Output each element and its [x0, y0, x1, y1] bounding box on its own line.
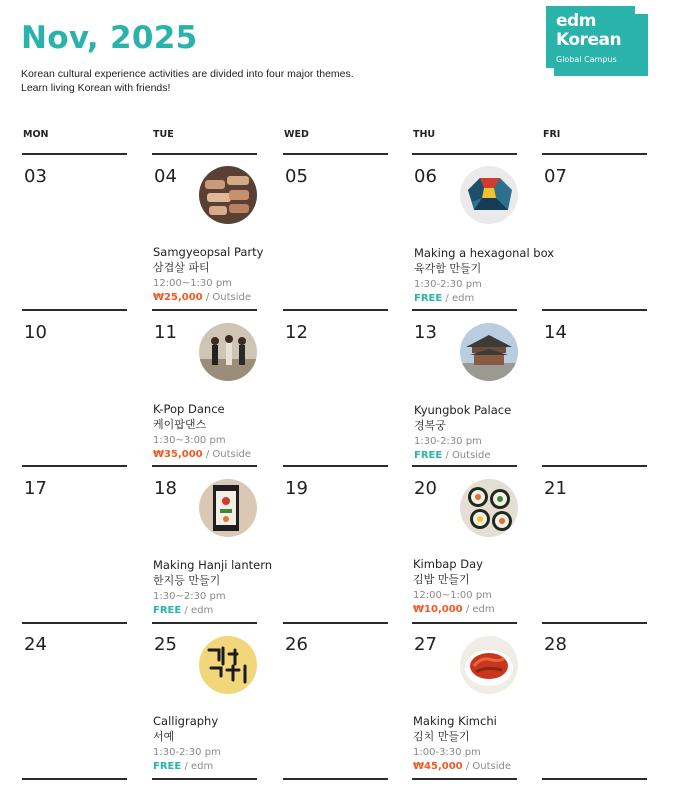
divider — [283, 153, 388, 155]
event-title: Kyungbok Palace — [414, 403, 512, 417]
weekday-mon: MON — [23, 129, 49, 140]
divider — [152, 778, 257, 780]
date-number: 27 — [414, 634, 437, 655]
date-number: 25 — [154, 634, 177, 655]
event-time: 1:30-2:30 pm — [153, 747, 221, 758]
divider — [283, 778, 388, 780]
event-korean-title: 경복궁 — [414, 419, 446, 432]
divider — [152, 153, 257, 155]
divider — [542, 778, 647, 780]
date-number: 05 — [285, 166, 308, 187]
divider — [283, 309, 388, 311]
divider — [22, 465, 127, 467]
date-number: 20 — [414, 478, 437, 499]
date-number: 24 — [24, 634, 47, 655]
divider — [412, 778, 517, 780]
event-korean-title: 서예 — [153, 730, 175, 743]
event-hanji-lantern[interactable] — [153, 558, 272, 618]
date-number: 06 — [414, 166, 437, 187]
event-korean-title: 김치 만들기 — [413, 730, 470, 743]
divider — [542, 153, 647, 155]
weekday-wed: WED — [284, 129, 309, 140]
event-location: / edm — [184, 761, 214, 772]
event-time: 1:30-2:30 pm — [414, 436, 482, 447]
dancers-photo — [199, 323, 257, 381]
calligraphy-photo — [199, 636, 257, 694]
event-time: 1:00-3:30 pm — [413, 747, 481, 758]
date-number: 07 — [544, 166, 567, 187]
event-time: 1:30~3:00 pm — [153, 435, 226, 446]
divider — [412, 153, 517, 155]
event-korean-title: 김밥 만들기 — [413, 573, 470, 586]
date-number: 28 — [544, 634, 567, 655]
divider — [152, 622, 257, 624]
date-number: 10 — [24, 322, 47, 343]
weekday-thu: THU — [413, 129, 436, 140]
date-number: 14 — [544, 322, 567, 343]
event-location: / Outside — [205, 292, 251, 303]
event-price: ₩35,000 — [153, 449, 203, 460]
event-kyungbok-palace[interactable] — [414, 403, 511, 463]
event-price: FREE — [414, 293, 443, 304]
divider — [22, 622, 127, 624]
event-korean-title: 육각함 만들기 — [414, 262, 482, 275]
edm-korean-logo — [546, 6, 648, 76]
logo-line-2: Korean — [556, 30, 622, 50]
event-calligraphy[interactable] — [153, 714, 221, 774]
divider — [22, 153, 127, 155]
date-number: 04 — [154, 166, 177, 187]
date-number: 12 — [285, 322, 308, 343]
event-time: 12:00~1:30 pm — [153, 278, 232, 289]
date-number: 11 — [154, 322, 177, 343]
event-title: Making Kimchi — [413, 714, 497, 728]
date-number: 26 — [285, 634, 308, 655]
event-title: Making a hexagonal box — [414, 246, 555, 260]
hexagonal-box-photo — [460, 166, 518, 224]
event-price: ₩45,000 — [413, 761, 463, 772]
divider — [152, 309, 257, 311]
event-price: ₩25,000 — [153, 292, 203, 303]
page-subtitle — [21, 67, 354, 95]
divider — [412, 309, 517, 311]
date-number: 17 — [24, 478, 47, 499]
subtitle-line-2: Learn living Korean with friends! — [21, 82, 171, 94]
divider — [22, 309, 127, 311]
divider — [412, 465, 517, 467]
event-title: K-Pop Dance — [153, 402, 225, 416]
event-title: Kimbap Day — [413, 557, 483, 571]
page-title: Nov, 2025 — [21, 20, 198, 56]
event-location: / Outside — [445, 450, 491, 461]
event-location: / Outside — [205, 449, 251, 460]
divider — [542, 309, 647, 311]
divider — [542, 465, 647, 467]
event-hexagonal-box[interactable] — [414, 246, 554, 306]
date-number: 19 — [285, 478, 308, 499]
event-time: 12:00~1:00 pm — [413, 590, 492, 601]
event-korean-title: 케이팝댄스 — [153, 418, 207, 431]
event-samgyeopsal-party[interactable] — [153, 245, 263, 305]
event-time: 1:30~2:30 pm — [153, 591, 226, 602]
divider — [152, 465, 257, 467]
event-title: Samgyeopsal Party — [153, 245, 264, 259]
divider — [22, 778, 127, 780]
event-kpop-dance[interactable] — [153, 402, 251, 462]
divider — [283, 465, 388, 467]
event-title: Making Hanji lantern — [153, 558, 273, 572]
hanji-lantern-photo — [199, 479, 257, 537]
event-location: / edm — [445, 293, 475, 304]
divider — [283, 622, 388, 624]
divider — [412, 622, 517, 624]
event-title: Calligraphy — [153, 714, 219, 728]
subtitle-line-1: Korean cultural experience activities are divided into four major themes. — [21, 68, 354, 80]
event-making-kimchi[interactable] — [413, 714, 511, 774]
event-korean-title: 한지등 만들기 — [153, 574, 221, 587]
date-number: 13 — [414, 322, 437, 343]
event-time: 1:30-2:30 pm — [414, 279, 482, 290]
event-kimbap-day[interactable] — [413, 557, 495, 617]
event-price: FREE — [153, 605, 182, 616]
divider — [542, 622, 647, 624]
date-number: 18 — [154, 478, 177, 499]
kimbap-photo — [460, 479, 518, 537]
date-number: 21 — [544, 478, 567, 499]
grilled-pork-photo — [199, 166, 257, 224]
event-location: / Outside — [465, 761, 511, 772]
event-korean-title: 삼겹살 파티 — [153, 261, 210, 274]
palace-photo — [460, 323, 518, 381]
event-location: / edm — [465, 604, 495, 615]
date-number: 03 — [24, 166, 47, 187]
event-price: ₩10,000 — [413, 604, 463, 615]
event-price: FREE — [414, 450, 443, 461]
event-price: FREE — [153, 761, 182, 772]
event-location: / edm — [184, 605, 214, 616]
logo-line-3: Global Campus — [556, 55, 617, 64]
weekday-fri: FRI — [543, 129, 561, 140]
kimchi-photo — [460, 636, 518, 694]
logo-line-1: edm — [556, 11, 596, 31]
weekday-tue: TUE — [153, 129, 174, 140]
